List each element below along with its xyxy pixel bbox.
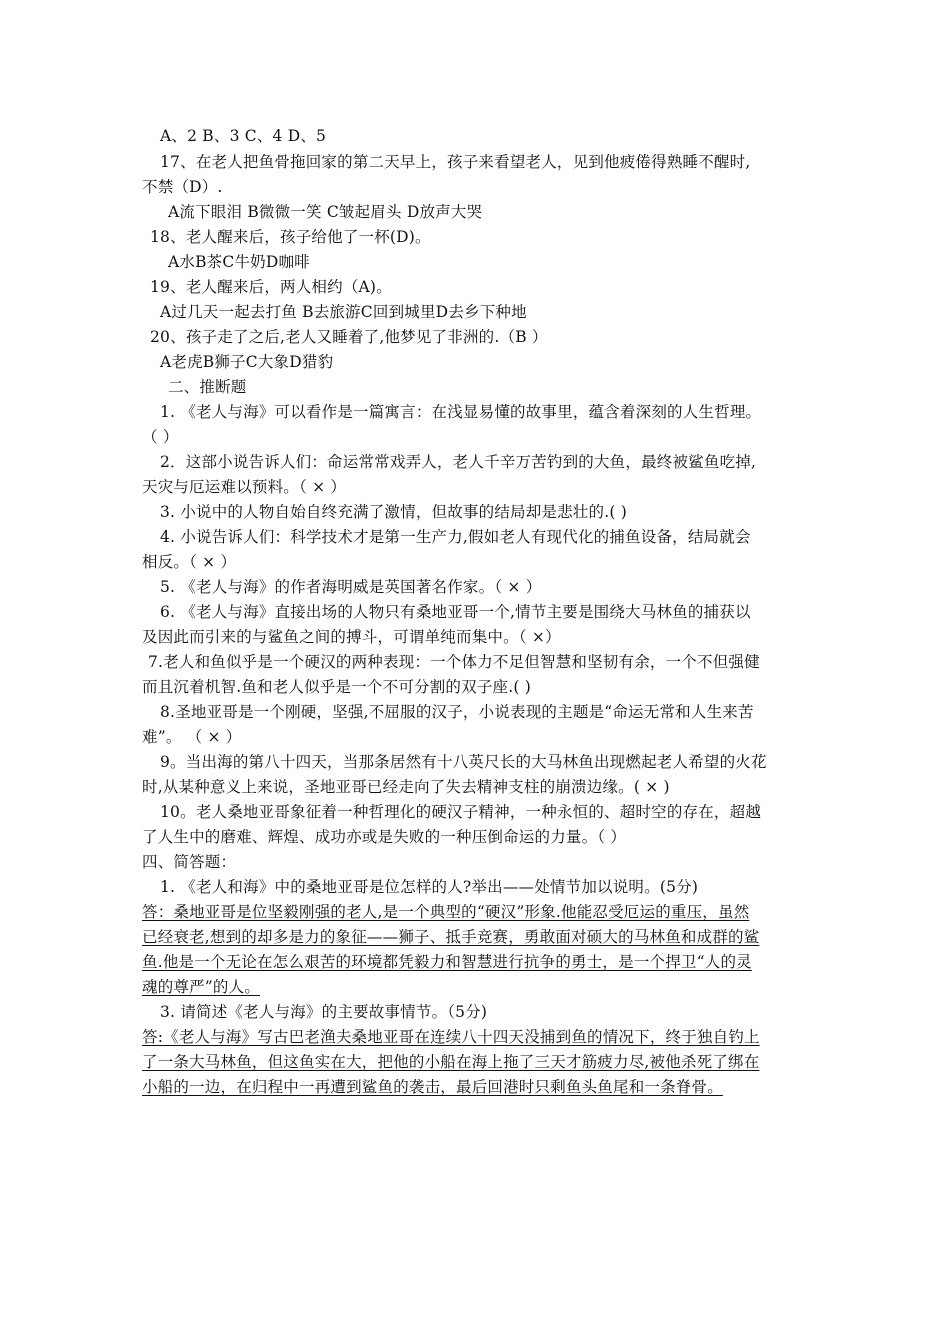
short-answer-3-answer-line-3: 小船的一边，在归程中一再遭到鲨鱼的袭击，最后回港时只剩鱼头鱼尾和一条脊骨。: [142, 1078, 723, 1096]
judge-4-answer: 相反。（ × ）: [142, 553, 237, 571]
judge-9-text: 9。当出海的第八十四天，当那条居然有十八英尺长的大马林鱼出现燃起老人希望的火花: [160, 753, 767, 771]
q18-text: 18、老人醒来后，孩子给他了一杯(D)。: [150, 228, 431, 246]
section-heading-short-answer: 四、简答题：: [142, 853, 237, 871]
q18-options: A水B茶C牛奶D咖啡: [168, 253, 310, 271]
judge-10-answer: 了人生中的磨难、辉煌、成功亦或是失败的一种压倒命运的力量。（ ）: [142, 828, 627, 846]
short-answer-1-answer-line-2: 已经衰老,想到的却多是力的象征——狮子、抵手竞赛，勇敢面对硕大的马林鱼和成群的鲨: [142, 928, 760, 946]
short-answer-3-answer-line-1: 答:《老人与海》写古巴老渔夫桑地亚哥在连续八十四天没捕到鱼的情况下，终于独自钓上: [142, 1028, 760, 1046]
q20-text: 20、孩子走了之后,老人又睡着了,他梦见了非洲的.（B ）: [150, 328, 548, 346]
judge-1-answer: （ ）: [142, 428, 179, 446]
judge-5-text: 5. 《老人与海》的作者海明威是英国著名作家。（ × ）: [160, 578, 542, 596]
q17-options: A流下眼泪 B微微一笑 C皱起眉头 D放声大哭: [168, 203, 483, 221]
q17-text: 17、在老人把鱼骨拖回家的第二天早上，孩子来看望老人，见到他疲倦得熟睡不醒时,: [160, 153, 751, 171]
short-answer-3-question: 3. 请简述《老人与海》的主要故事情节。（5分): [160, 1003, 488, 1021]
short-answer-1-answer-line-4: 魂的尊严”的人。: [142, 978, 261, 996]
q20-options: A老虎B狮子C大象D猎豹: [160, 353, 334, 371]
judge-4-text: 4. 小说告诉人们：科学技术才是第一生产力,假如老人有现代化的捕鱼设备，结局就会: [160, 528, 751, 546]
judge-9-answer: 时,从某种意义上来说，圣地亚哥已经走向了失去精神支柱的崩溃边缘。( × ): [142, 778, 670, 796]
q16-options: A、2 B、3 C、4 D、5: [160, 127, 327, 145]
short-answer-1-question: 1. 《老人和海》中的桑地亚哥是位怎样的人?举出——处情节加以说明。(5分): [160, 878, 699, 896]
short-answer-1-answer-line-1: 答：桑地亚哥是位坚毅刚强的老人,是一个典型的“硬汉”形象.他能忍受厄运的重压，虽然: [142, 903, 750, 921]
short-answer-1-answer-line-3: 鱼.他是一个无论在怎么艰苦的环境都凭毅力和智慧进行抗争的勇士，是一个捍卫“人的灵: [142, 953, 752, 971]
judge-7-answer: 而且沉着机智.鱼和老人似乎是一个不可分割的双子座.( ): [142, 678, 531, 696]
judge-2-answer: 天灾与厄运难以预料。（ × ）: [142, 478, 347, 496]
judge-8-text: 8.圣地亚哥是一个刚硬，坚强,不屈服的汉子，小说表现的主题是“命运无常和人生来苦: [160, 703, 754, 721]
judge-3-text: 3. 小说中的人物自始自终充满了激情，但故事的结局却是悲壮的.( ): [160, 503, 627, 521]
judge-7-text: 7.老人和鱼似乎是一个硬汉的两种表现：一个体力不足但智慧和坚韧有余，一个不但强健: [148, 653, 760, 671]
judge-6-text: 6. 《老人与海》直接出场的人物只有桑地亚哥一个,情节主要是围绕大马林鱼的捕获以: [160, 603, 751, 621]
judge-6-answer: 及因此而引来的与鲨鱼之间的搏斗，可谓单纯而集中。（ ×）: [142, 628, 561, 646]
q19-text: 19、老人醒来后，两人相约（A)。: [150, 278, 392, 296]
judge-1-text: 1. 《老人与海》可以看作是一篇寓言：在浅显易懂的故事里，蕴含着深刻的人生哲理。: [160, 403, 762, 421]
judge-2-text: 2．这部小说告诉人们：命运常常戏弄人，老人千辛万苦钓到的大鱼，最终被鲨鱼吃掉,: [160, 453, 757, 471]
judge-10-text: 10。老人桑地亚哥象征着一种哲理化的硬汉子精神，一种永恒的、超时空的存在，超越: [160, 803, 762, 821]
short-answer-3-answer-line-2: 了一条大马林鱼，但这鱼实在大，把他的小船在海上拖了三天才筋疲力尽,被他杀死了绑在: [142, 1053, 760, 1071]
section-heading-judgement: 二、推断题: [168, 378, 247, 396]
q17-text-cont: 不禁（D）.: [142, 178, 223, 196]
judge-8-answer: 难”。 （ × ）: [142, 728, 242, 746]
q19-options: A过几天一起去打鱼 B去旅游C回到城里D去乡下种地: [160, 303, 527, 321]
